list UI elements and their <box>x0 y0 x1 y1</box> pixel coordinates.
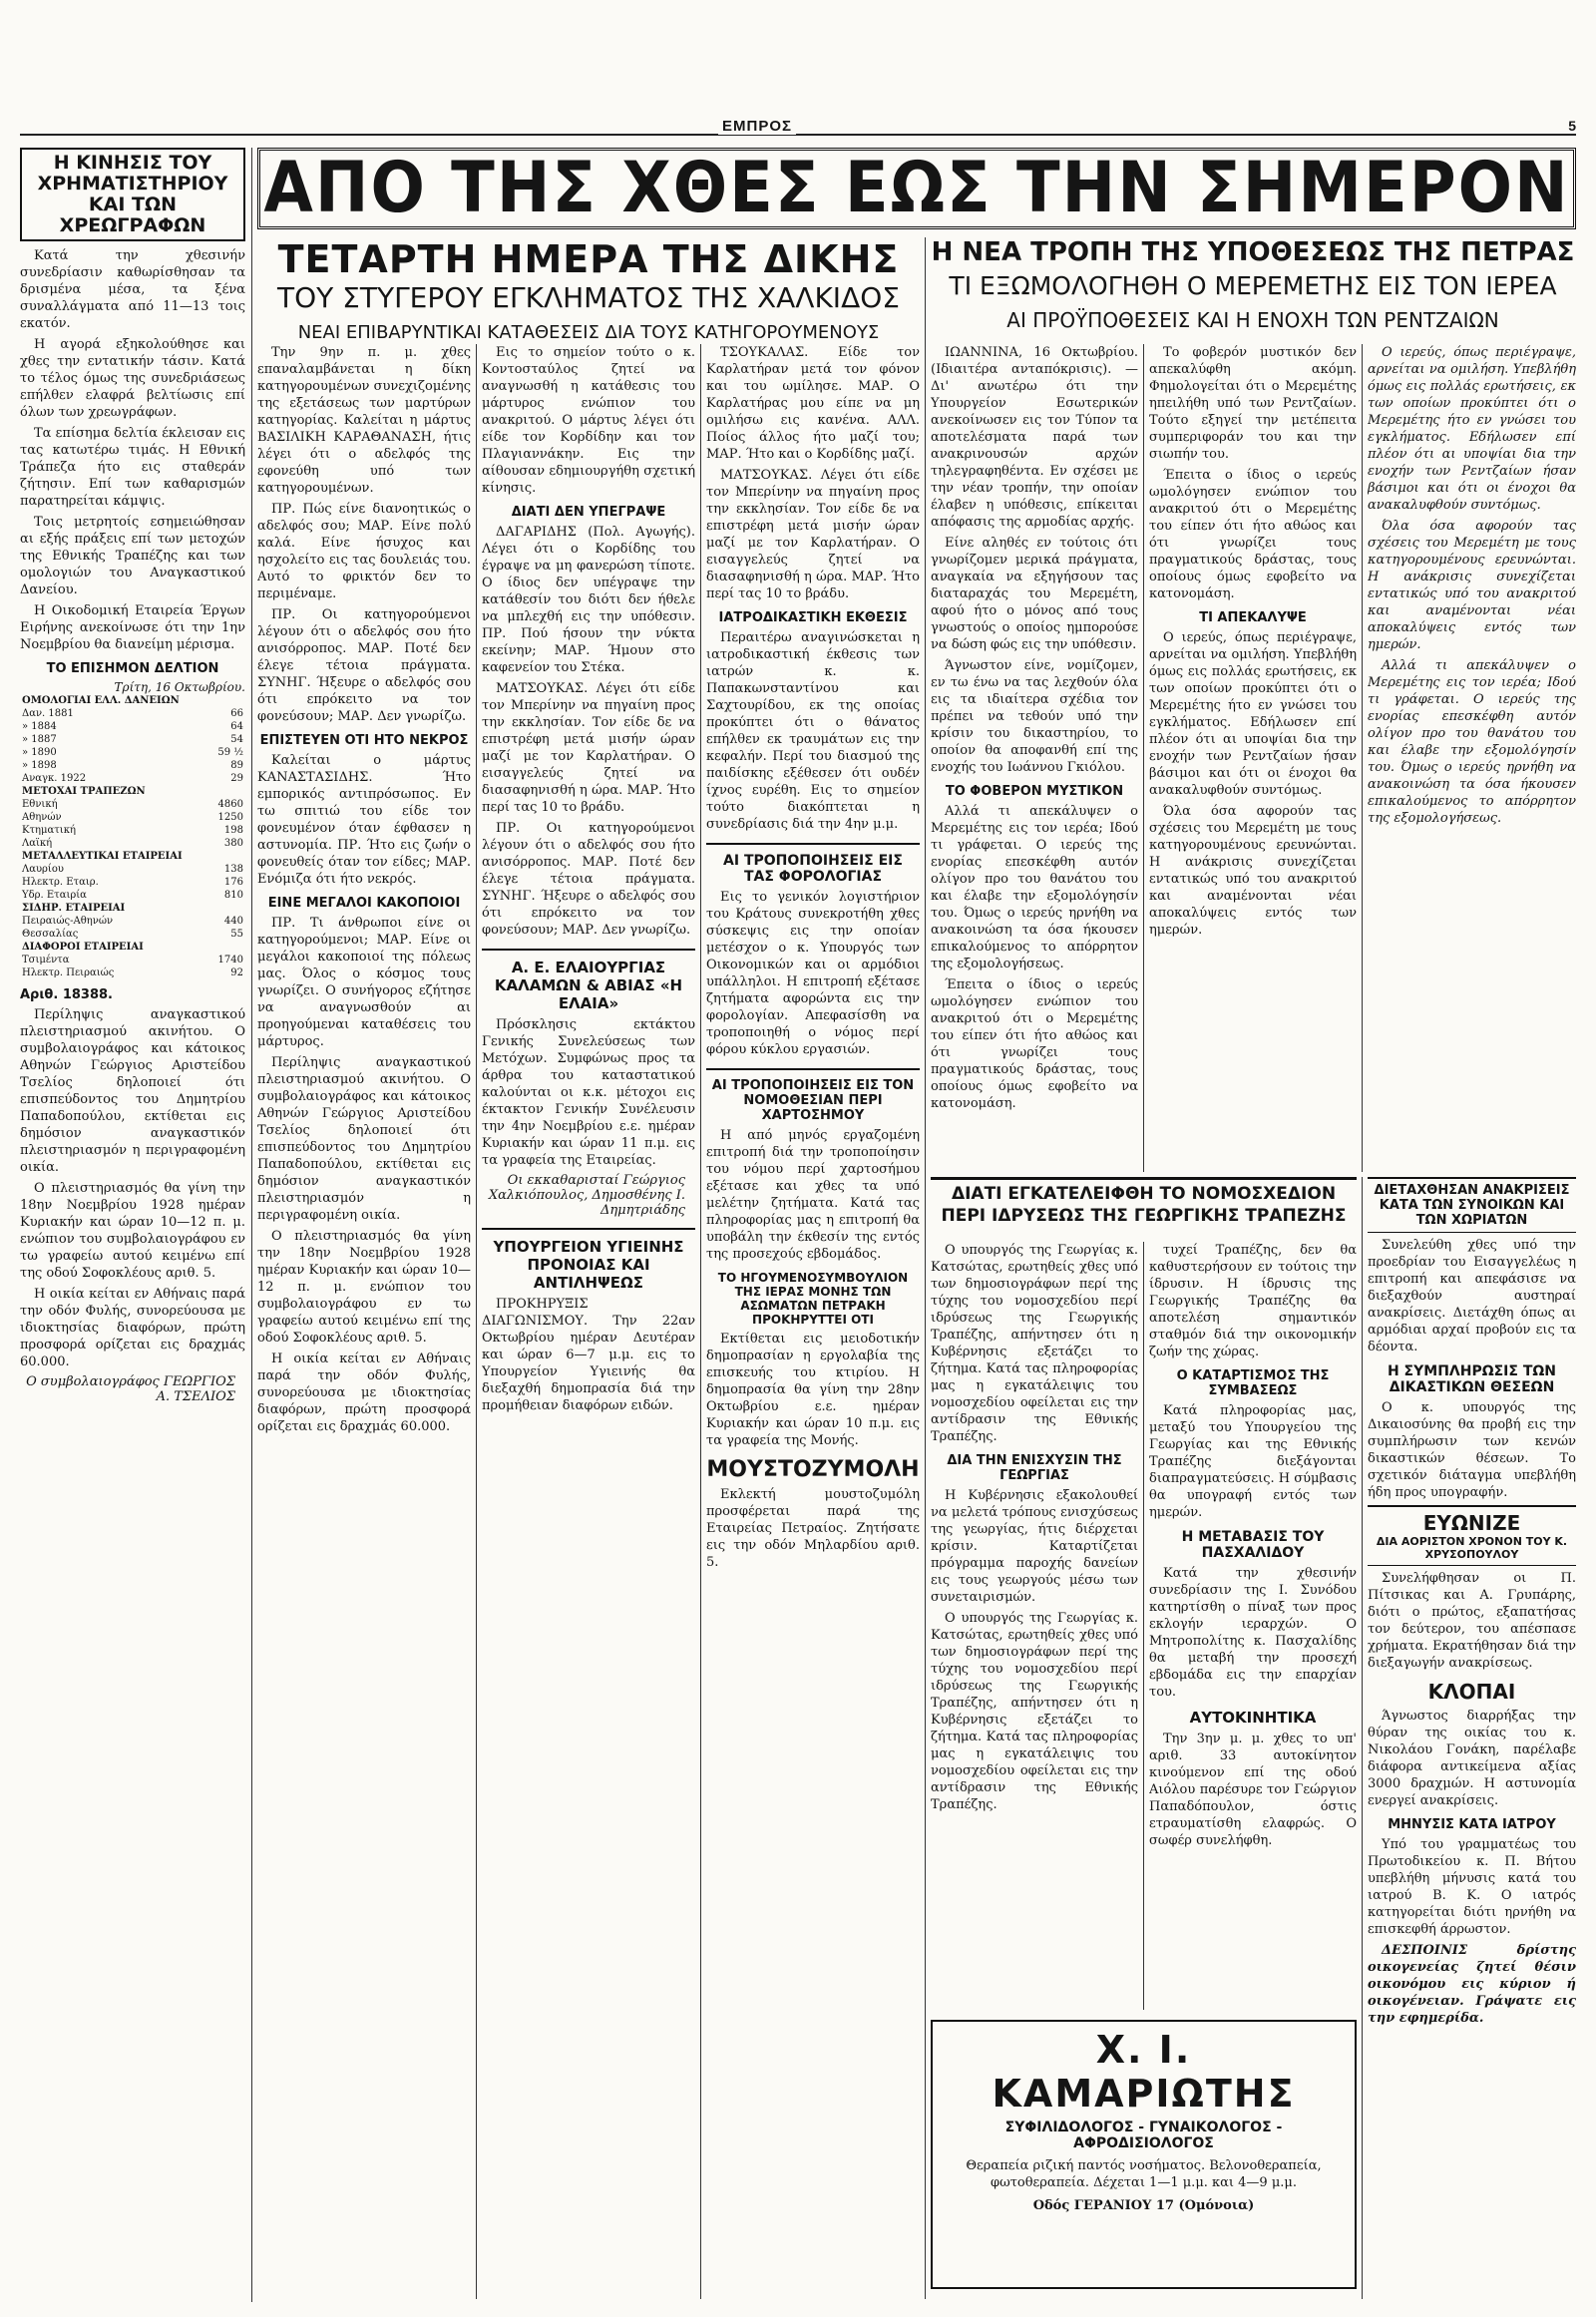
patras-paragraph: Όλα όσα αφορούν τας σχέσεις του Μερεμέτη με τους κατηγορουμένους ερευνώνται. Η ανάκρισις συνεχίζεται εντατικώς υπό του ανακριτού και αναμένονται νέαι αποκαλύψεις εντός των ημερών. <box>1368 519 1576 652</box>
stamp-title: ΑΙ ΤΡΟΠΟΠΟΙΗΣΕΙΣ ΕΙΣ ΤΟΝ ΝΟΜΟΘΕΣΙΑΝ ΠΕΡΙ ΧΑΡΤΟΣΗΜΟΥ <box>711 1078 915 1123</box>
laws-paragraph: Ο υπουργός της Γεωργίας κ. Κατσώτας, ερωτηθείς χθες υπό των δημοσιογράφων περί της τύχης του νομοσχεδίου περί ιδρύσεως της Γεωργικής Τραπέζης, απήντησεν ότι η Κυβέρνησις εξετάζει το ζήτημα. Κατά τας πληροφορίας μας η εγκατάλειψις του νομοσχεδίου οφείλεται εις την αντίδρασιν της Εθνικής Τραπέζης. <box>931 1611 1138 1812</box>
rates-row <box>20 863 245 876</box>
ministry-title: ΥΠΟΥΡΓΕΙΟΝ ΥΓΙΕΙΝΗΣ ΠΡΟΝΟΙΑΣ ΚΑΙ ΑΝΤΙΛΗΨΕΩΣ <box>493 1238 684 1292</box>
rate-value: 64 <box>230 721 243 732</box>
rate-label: Λαυρίου <box>22 864 64 875</box>
patras-deck: ΑΙ ΠΡΟΫΠΟΘΕΣΕΙΣ ΚΑΙ Η ΕΝΟΧΗ ΤΩΝ ΡΕΝΤΖΑΙΩΝ <box>1006 308 1499 332</box>
notice-title: Αριθ. 18388. <box>20 987 113 1002</box>
rate-value: 810 <box>223 890 243 901</box>
rate-value: 92 <box>230 967 243 978</box>
banner-title: ΑΠΟ ΤΗΣ ΧΘΕΣ ΕΩΣ ΤΗΝ ΣΗΜΕΡΟΝ <box>263 148 1570 229</box>
rate-label: Ηλεκτρ. Εταιρ. <box>22 877 99 888</box>
elaio-paragraph: Πρόσκλησις εκτάκτου Γενικής Συνελεύσεως των Μετόχων. Συμφώνως προς τα άρθρα του καταστατικού καλούνται οι κ.κ. μέτοχοι εις έκτακτον Γενικήν Συνέλευσιν την 4ην Νοεμβρίου ε.ε. ημέραν Κυριακήν και ώραν 11 π.μ. εις τα γραφεία της Εταιρείας. <box>482 1017 695 1168</box>
dikast-paragraph: Συνελεύθη χθες υπό την προεδρίαν του Εισαγγελέως η επιτροπή και απεφάσισε να διεξαχθούν αυστηραί ανακρίσεις. Διετάχθη όπως αι αρμόδιαι αρχαί προβούν εις τα δέοντα. <box>1368 1238 1576 1354</box>
patras-column-2 <box>1149 344 1357 1172</box>
rate-label: ΣΙΔΗΡ. ΕΤΑΙΡΕΙΑΙ <box>22 903 126 914</box>
rate-label: Αθηνών <box>22 812 62 823</box>
page-number: 5 <box>1564 118 1576 134</box>
iatros-paragraph: Υπό του γραμματέως του Πρωτοδικείου κ. Π. Βήτου υπεβλήθη μήνυσις κατά του ιατρού Β. Κ. Ο ιατρός κατηγορείται διότι ηρνήθη να επισκεφθή άρρωστον. <box>1368 1837 1576 1937</box>
column-rule <box>1362 344 1363 1172</box>
rate-label: Αναγκ. 1922 <box>22 773 87 784</box>
patras-paragraph: Έπειτα ο ίδιος ο ιερεύς ωμολόγησεν ενώπιον του ανακριτού ότι ο Μερεμέτης του είπεν ότι ήτο αθώος και ότι γνωρίζει τους πραγματικούς δράστας, τους οποίους όμως εφοβείτο να κατονομάση. <box>1149 468 1357 601</box>
iatros-title: ΜΗΝΥΣΙΣ ΚΑΤΑ ΙΑΤΡΟΥ <box>1388 1817 1556 1832</box>
trial-paragraph: Καλείται ο μάρτυς ΚΑΝΑΣΤΑΣΙΔΗΣ. Ήτο εμπορικός αντιπρόσωπος. Εν τω σπιτιώ του είδε τον φονευμένον όταν έφθασεν η αστυνομία. ΠΡ. Ήτο εις ζωήν ο φονευθείς όταν τον είδες; ΜΑΡ. Ενόμιζα ότι ήτο νεκρός. <box>257 753 471 887</box>
rates-row <box>20 954 245 966</box>
rates-row <box>20 811 245 824</box>
patras-paragraph: Το φοβερόν μυστικόν δεν απεκαλύφθη ακόμη. Φημολογείται ότι ο Μερεμέτης ηπειλήθη υπό των Ρεντζαίων. Τούτο εξηγεί την μετέπειτα συμπεριφοράν του και την σιωπήν του. <box>1149 345 1357 462</box>
rate-value <box>211 694 245 707</box>
eyonize-subtitle: ΔΙΑ ΑΟΡΙΣΤΟΝ ΧΡΟΝΟΝ ΤΟΥ Κ. ΧΡΥΣΟΠΟΥΛΟΥ <box>1376 1535 1568 1561</box>
doctor-advertisement <box>931 2020 1357 2289</box>
rates-table <box>20 694 245 979</box>
rate-label: Ηλεκτρ. Πειραιώς <box>22 967 115 978</box>
rate-value: 4860 <box>217 799 243 810</box>
deltio-date: Τρίτη, 16 Οκτωβρίου. <box>114 680 245 694</box>
laws-section-head: ΔΙΑ ΤΗΝ ΕΝΙΣΧΥΣΙΝ ΤΗΣ ΓΕΩΡΓΙΑΣ <box>947 1453 1122 1483</box>
wine-title: ΜΟΥΣΤΟΖΥΜΟΛΗ <box>706 1457 920 1482</box>
rate-label: ΜΕΤΑΛΛΕΥΤΙΚΑΙ ΕΤΑΙΡΕΙΑΙ <box>22 851 183 862</box>
rate-label: Κτηματική <box>22 825 76 836</box>
right-column <box>1368 1177 1576 2299</box>
trial-section-head: ΕΙΝΕ ΜΕΓΑΛΟΙ ΚΑΚΟΠΟΙΟΙ <box>267 896 461 911</box>
dikast-title: ΔΙΕΤΑΧΘΗΣΑΝ ΑΝΑΚΡΙΣΕΙΣ ΚΑΤΑ ΤΩΝ ΣΥΝΟΙΚΩΝ ΚΑΙ ΤΩΝ ΧΩΡΙΑΤΩΝ <box>1374 1183 1570 1228</box>
church-title: ΤΟ ΗΓΟΥΜΕΝΟΣΥΜΒΟΥΛΙΟΝ ΤΗΣ ΙΕΡΑΣ ΜΟΝΗΣ ΤΩΝ ΑΣΩΜΑΤΩΝ ΠΕΤΡΑΚΗ ΠΡΟΚΗΡΥΤΤΕΙ ΟΤΙ <box>717 1271 909 1327</box>
patras-paragraph: Άγνωστον είνε, νομίζομεν, εν τω ένω να τας λεχθούν όλα εις τα ιδιαίτερα σχέδια τον πρέπει να τεθούν υπό την κρίσιν του δικαστηρίου, το οποίον θα αποφανθή επί της ενοχής του Ιωάννου Γκιόλου. <box>931 658 1138 775</box>
trial-paragraph: ΠΡ. Οι κατηγορούμενοι λέγουν ότι ο αδελφός σου ήτο ανισόρροπος. ΜΑΡ. Ποτέ δεν έλεγε τέτοια πράγματα. ΣΥΝΗΓ. Ήξευρε ο αδελφός σου ότι επρόκειτο να τον φονεύσουν; ΜΑΡ. Δεν γνωρίζω. <box>482 821 695 938</box>
auto-paragraph: Την 3ην μ. μ. χθες το υπ' αριθ. 33 αυτοκίνητον κινούμενον επί της οδού Αιόλου παρέσυρε τον Γεώργιον Παπαδόπουλον, όστις ετραυματίσθη ελαφρώς. Ο σωφέρ συνελήφθη. <box>1149 1732 1357 1848</box>
laws-column-1 <box>931 1242 1138 2010</box>
rate-value: 59 ½ <box>217 747 243 758</box>
stock-paragraph: Τα επίσημα δελτία έκλεισαν εις τας κατωτέρω τιμάς. Η Εθνική Τράπεζα ήτο εις σταθεράν ζήτησιν. Επί των καθαρισμών παρατηρείται κάμψις. <box>20 426 245 509</box>
column-rule <box>700 344 701 2299</box>
page-header <box>20 118 1576 140</box>
trial-section-head: ΔΙΑΤΙ ΔΕΝ ΥΠΕΓΡΑΨΕ <box>511 505 666 520</box>
stock-paragraph: Η Οικοδομική Εταιρεία Έργων Ειρήνης ανεκοίνωσε ότι την 1ην Νοεμβρίου θα διανείμη μέρισμα. <box>20 603 245 652</box>
trial-paragraph: ΠΡ. Οι κατηγορούμενοι λέγουν ότι ο αδελφός σου ήτο ανισόρροπος. ΜΑΡ. Ποτέ δεν έλεγε τέτοια πράγματα. ΣΥΝΗΓ. Ήξευρε ο αδελφός σου ότι επρόκειτο να τον φονεύσουν; ΜΑΡ. Δεν γνωρίζω. <box>257 607 471 724</box>
patras-paragraph: Είνε αληθές εν τούτοις ότι γνωρίζομεν μερικά πράγματα, αναγκαία να εξηγήσουν τας διαταραχάς του Μερεμέτη, αφού ήτο ο μόνος από τους γνωστούς ο οποίος ημπορούσε να δώση φώς εις την υπόθεσιν. <box>931 536 1138 652</box>
laws-column-2 <box>1149 1242 1357 2010</box>
rate-value: 66 <box>230 708 243 719</box>
rates-row <box>20 889 245 902</box>
patras-column-1 <box>931 344 1138 1172</box>
patras-section-head: ΤΙ ΑΠΕΚΑΛΥΨΕ <box>1199 610 1307 625</box>
doctor-name: Χ. Ι. ΚΑΜΑΡΙΩΤΗΣ <box>992 2028 1296 2116</box>
stamp-paragraph: Η από μηνός εργαζομένη επιτροπή διά την τροποποίησιν του νόμου περί χαρτοσήμου εξέτασε και χθες τα υπό μελέτην ζητήματα. Κατά τας πληροφορίας μας η επιτροπή θα υποβάλη την έκθεσίν της εντός της προσεχούς εβδομάδος. <box>706 1128 920 1262</box>
dikast-head <box>1368 1177 1576 1233</box>
trial-column-3 <box>706 344 920 2299</box>
ministry-paragraph: ΠΡΟΚΗΡΥΞΙΣ ΔΙΑΓΩΝΙΣΜΟΥ. Την 22αν Οκτωβρίου ημέραν Δευτέραν και ώραν 6—7 μ.μ. εις το Υπουργείον Υγιεινής θα διεξαχθή δημοπρασία διά την προμήθειαν διαφόρων ειδών. <box>482 1297 695 1413</box>
tax-paragraph: Εις το γενικόν λογιστήριον του Κράτους συνεκροτήθη χθες σύσκεψις εις την οποίαν μετέσχον ο κ. Υπουργός των Οικονομικών και οι αρμόδιοι υπάλληλοι. Η επιτροπή εξέτασε ζητήματα αφορώντα εις την φορολογίαν. Απεφασίσθη να τροποποιηθή ο νόμος περί φόρου κύκλου εργασιών. <box>706 890 920 1057</box>
rate-value <box>211 941 245 954</box>
patras-subtitle: ΤΙ ΕΞΩΜΟΛΟΓΗΘΗ Ο ΜΕΡΕΜΕΤΗΣ ΕΙΣ ΤΟΝ ΙΕΡΕΑ <box>949 271 1557 300</box>
rate-value <box>211 785 245 798</box>
patras-paragraph: Ο ιερεύς, όπως περιέγραψε, αρνείται να ομιλήση. Υπεβλήθη όμως εις πολλάς ερωτήσεις, εκ των οποίων προκύπτει ότι ο Μερεμέτης ήτο εν γνώσει του εγκλήματος. Εδήλωσεν επί πλέον ότι αι υποψίαι δια την ενοχήν των Ρεντζαίων ήσαν βάσιμοι και ότι οι ένοχοι θα ανακαλυφθούν συντόμως. <box>1149 630 1357 798</box>
rate-value <box>211 902 245 915</box>
trial-paragraph: ΜΑΤΣΟΥΚΑΣ. Λέγει ότι είδε τον Μπερίνην να πηγαίνη προς την εκκλησίαν. Τον είδε δε να επιστρέφη μετά μισήν ώραν μαζί με τον Καρλατήραν. Ο εισαγγελεύς ζητεί να διασαφηνισθή η ώρα. ΜΑΡ. Ήτο περί τας 10 το βράδυ. <box>482 681 695 815</box>
church-paragraph: Εκτίθεται εις μειοδοτικήν δημοπρασίαν η εργολαβία της επισκευής του κτιρίου. Η δημοπρασία θα γίνη την 28ην Οκτωβρίου ε.ε. ημέραν Κυριακήν και ώραν 10 π.μ. εις τα γραφεία της Μονής. <box>706 1332 920 1448</box>
rate-label: » 1884 <box>22 721 57 732</box>
notice-paragraph: Ο πλειστηριασμός θα γίνη την 18ην Νοεμβρίου 1928 ημέραν Κυριακήν και ώραν 10—12 π. μ. ενώπιον του συμβολαιογράφου εν τω γραφείω αυτού κειμένω επί της οδού Σοφοκλέους αριθ. 5. <box>20 1181 245 1281</box>
pasha-title: Η ΜΕΤΑΒΑΣΙΣ ΤΟΥ ΠΑΣΧΑΛΙΔΟΥ <box>1181 1529 1325 1561</box>
rates-row <box>20 941 245 954</box>
rate-label: Εθνική <box>22 799 58 810</box>
column-rule <box>1362 1177 1363 2299</box>
trial-paragraph: Περίληψις αναγκαστικού πλειστηριασμού ακινήτου. Ο συμβολαιογράφος και κάτοικος Αθηνών Γεώργιος Αριστείδου Τσελίος δηλοποιεί ότι επισπεύδοντος του Δημητρίου Παπαδοπούλου, εκτίθεται εις δημόσιον αναγκαστικόν πλειστηριασμόν η περιγραφομένη οικία. <box>257 1055 471 1223</box>
trial-paragraph: ΠΡ. Πώς είνε διανοητικώς ο αδελφός σου; ΜΑΡ. Είνε πολύ καλά. Είνε ήσυχος και ησχολείτο εις τας δουλειάς του. Αυτό το φρικτόν δεν το περιμέναμε. <box>257 502 471 601</box>
doctor-address: Οδός ΓΕΡΑΝΙΟΥ 17 (Ομόνοια) <box>1032 2198 1255 2213</box>
column-rule <box>251 148 252 2302</box>
rate-value: 1250 <box>217 812 243 823</box>
trial-paragraph: Εις το σημείον τούτο ο κ. Κοντοσταύλος ζητεί να αναγνωσθή η κατάθεσις του μάρτυρος ενώπιον του ανακριτού. Ο μάρτυς λέγει ότι είδε τον Κορδίδην και τον Πλαγιαννάκην. Εις την αίθουσαν εδημιουργήθη σχετική κίνησις. <box>482 345 695 496</box>
banner <box>257 148 1576 229</box>
patras-paragraph: Έπειτα ο ίδιος ο ιερεύς ωμολόγησεν ενώπιον του ανακριτού ότι ο Μερεμέτης του είπεν ότι ήτο αθώος και ότι γνωρίζει τους πραγματικούς δράστας, τους οποίους όμως εφοβείτο να κατονομάση. <box>931 977 1138 1111</box>
rate-value <box>211 850 245 863</box>
klopai-paragraph: Άγνωστος διαρρήξας την θύραν της οικίας του κ. Νικολάου Γονάκη, παρέλαβε διάφορα αντικείμενα αξίας 3000 δραχμών. Η αστυνομία ενεργεί ανακρίσεις. <box>1368 1709 1576 1808</box>
trial-paragraph: ΤΣΟΥΚΑΛΑΣ. Είδε τον Καρλατήραν μετά τον φόνον και του ωμίλησε. ΜΑΡ. Ο Καρλατήρας μου είπε να μη ομιλήσω εις κανένα. ΑΛΛ. Ποίος άλλος ήτο μαζί του; ΜΑΡ. Ήτο και ο Κορδίδης μαζί. <box>706 345 920 462</box>
eyonize-head <box>1368 1505 1576 1566</box>
trial-paragraph: Η οικία κείται εν Αθήναις παρά την οδόν Φυλής, συνορεύουσα με ιδιοκτησίας διαφόρων, πρώτη προσφορά ορίζεται εις δραχμάς 60.000. <box>257 1352 471 1434</box>
laws-paragraph: Κατά πληροφορίας μας, μεταξύ του Υπουργείου της Γεωργίας και της Εθνικής Τραπέζης διεξάγονται διαπραγματεύσεις. Η σύμβασις θα υπογραφή εντός των ημερών. <box>1149 1403 1357 1520</box>
column-rule <box>1143 1242 1144 2010</box>
doctor-profession: ΣΥΦΙΛΙΔΟΛΟΓΟΣ - ΓΥΝΑΙΚΟΛΟΓΟΣ - ΑΦΡΟΔΙΣΙΟΛΟΓΟΣ <box>1004 2120 1283 2151</box>
rates-row <box>20 707 245 720</box>
auto-title: ΑΥΤΟΚΙΝΗΤΙΚΑ <box>1189 1709 1317 1727</box>
rates-row <box>20 772 245 785</box>
column-rule <box>1143 344 1144 1172</box>
trial-paragraph: ΜΑΤΣΟΥΚΑΣ. Λέγει ότι είδε τον Μπερίνην να πηγαίνη προς την εκκλησίαν. Τον είδε δε να επιστρέφη μετά μισήν ώραν μαζί με τον Καρλατήραν. Ο εισαγγελεύς ζητεί να διασαφηνισθή η ώρα. ΜΑΡ. Ήτο περί τας 10 το βράδυ. <box>706 468 920 601</box>
rates-row <box>20 746 245 759</box>
trial-paragraph: Την 9ην π. μ. χθες επαναλαμβάνεται η δίκη κατηγορουμένων συνεχιζομένης της εξετάσεως των μαρτύρων κατηγορίας. Καλείται η μάρτυς ΒΑΣΙΛΙΚΗ ΚΑΡΑΘΑΝΑΣΗ, ήτις λέγει ότι ο αδελφός της εφονεύθη υπό των κατηγορουμένων. <box>257 345 471 496</box>
rate-value: 176 <box>223 877 243 888</box>
rate-value: 138 <box>223 864 243 875</box>
rate-value: 1740 <box>217 955 243 965</box>
patras-section-head: ΤΟ ΦΟΒΕΡΟΝ ΜΥΣΤΙΚΟΝ <box>945 784 1124 799</box>
rate-value: 198 <box>223 825 243 836</box>
laws-paragraph: Η Κυβέρνησις εξακολουθεί να μελετά τρόπους ενισχύσεως της γεωργίας, ήτις διέρχεται κρίσιν. Καταρτίζεται πρόγραμμα παροχής δανείων εις τους γεωργούς μέσω των συνεταιρισμών. <box>931 1488 1138 1605</box>
deltio-title: ΤΟ ΕΠΙΣΗΜΟΝ ΔΕΛΤΙΟΝ <box>46 661 219 676</box>
rate-value: 29 <box>230 773 243 784</box>
stock-paragraph: Κατά την χθεσινήν συνεδρίασιν καθωρίσθησαν τα δρισμένα μέσα, τα ξένα συναλλάγματα από 11—13 τοις εκατόν. <box>20 248 245 331</box>
rate-label: » 1887 <box>22 734 57 745</box>
rate-value: 54 <box>230 734 243 745</box>
eyonize-title: ΕΥΩΝΙΖΕ <box>1422 1511 1521 1535</box>
rate-label: Θεσσαλίας <box>22 929 79 940</box>
rates-row <box>20 694 245 707</box>
patras-paragraph: ΙΩΑΝΝΙΝΑ, 16 Οκτωβρίου. (Ιδιαιτέρα ανταπόκρισις). — Δι' ανωτέρω ότι την Υπουργείον Εσωτερικών ανεκοίνωσεν εις τον Τύπον τα αποτελέσματα παρά των ανακρινουσών αρχών τηλεγραφηθέντα. Εν σχέσει με την νέαν τροπήν, την οποίαν έλαβεν η υπόθεσις, επίκειται απόφασις της αρμοδίας αρχής. <box>931 345 1138 530</box>
column-rule <box>925 237 926 2299</box>
laws-section-head: Ο ΚΑΤΑΡΤΙΣΜΟΣ ΤΗΣ ΣΥΜΒΑΣΕΩΣ <box>1176 1368 1330 1398</box>
trial-column-1 <box>257 344 471 2299</box>
pasha-paragraph: Κατά την χθεσινήν συνεδρίασιν της Ι. Συνόδου κατηρτίσθη ο πίναξ των προς εκλογήν ιεραρχών. Ο Μητροπολίτης κ. Πασχαλίδης θα μεταβή την προσεχή εβδομάδα εις την επαρχίαν του. <box>1149 1566 1357 1700</box>
trial-title: ΤΕΤΑΡΤΗ ΗΜΕΡΑ ΤΗΣ ΔΙΚΗΣ <box>277 237 900 281</box>
patras-paragraph: Ο ιερεύς, όπως περιέγραψε, αρνείται να ομιλήση. Υπεβλήθη όμως εις πολλάς ερωτήσεις, εκ των οποίων προκύπτει ότι ο Μερεμέτης ήτο εν γνώσει του εγκλήματος. Εδήλωσεν επί πλέον ότι αι υποψίαι δια την ενοχήν των Ρεντζαίων ήσαν βάσιμοι και ότι οι ένοχοι θα ανακαλυφθούν συντόμως. <box>1368 345 1576 513</box>
patras-column-3 <box>1368 344 1576 1172</box>
trial-column-2 <box>482 344 695 2299</box>
rate-value: 380 <box>223 838 243 849</box>
rate-value: 89 <box>230 760 243 771</box>
patras-paragraph: Όλα όσα αφορούν τας σχέσεις του Μερεμέτη με τους κατηγορουμένους ερευνώνται. Η ανάκρισις συνεχίζεται εντατικώς υπό του ανακριτού και αναμένονται νέαι αποκαλύψεις εντός των ημερών. <box>1149 804 1357 938</box>
trial-subtitle: ΤΟΥ ΣΤΥΓΕΡΟΥ ΕΓΚΛΗΜΑΤΟΣ ΤΗΣ ΧΑΛΚΙΔΟΣ <box>277 281 900 314</box>
trial-paragraph: Ο πλειστηριασμός θα γίνη την 18ην Νοεμβρίου 1928 ημέραν Κυριακήν και ώραν 10—12 π. μ. ενώπιον του συμβολαιογράφου εν τω γραφείω αυτού κειμένω επί της οδού Σοφοκλέους αριθ. 5. <box>257 1229 471 1346</box>
header-rule <box>20 134 1576 136</box>
rate-value: 440 <box>223 916 243 927</box>
laws-paragraph: Ο υπουργός της Γεωργίας κ. Κατσώτας, ερωτηθείς χθες υπό των δημοσιογράφων περί της τύχης του νομοσχεδίου περί ιδρύσεως της Γεωργικής Τραπέζης, απήντησεν ότι η Κυβέρνησις εξετάζει το ζήτημα. Κατά τας πληροφορίας μας η εγκατάλειψις του νομοσχεδίου οφείλεται εις την αντίδρασιν της Εθνικής Τραπέζης. <box>931 1243 1138 1444</box>
rates-row <box>20 850 245 863</box>
laws-headline <box>931 1183 1357 1227</box>
trial-paragraph: ΔΑΓΑΡΙΔΗΣ (Πολ. Αγωγής). Λέγει ότι ο Κορδίδης του έγραψε να μη φανερώση τίποτε. Ο ίδιος δεν υπέγραψε την κατάθεσίν του διότι δεν ήθελε να μπλεχθή εις την υπόθεσιν. ΠΡ. Πού ήσουν την νύκτα εκείνην; ΜΑΡ. Ήμουν στο καφενείον του Στέκα. <box>482 525 695 675</box>
rates-row <box>20 798 245 811</box>
rate-label: Τσιμέντα <box>22 955 70 965</box>
patras-paragraph: Αλλά τι απεκάλυψεν ο Μερεμέτης εις τον ιερέα; Ιδού τι γράφεται. Ο ιερεύς της ενορίας επεσκέφθη αυτόν ολίγον προ του θανάτου του και έλαβε την εξομολόγησίν του. Όμως ο ιερεύς ηρνήθη να ανακοινώση τα όσα ήκουσεν επικαλούμενος το απόρρητον της εξομολογήσεως. <box>1368 658 1576 826</box>
stock-paragraph: Η αγορά εξηκολούθησε και χθες την εντατικήν τάσιν. Κατά το τέλος όμως της συνεδριάσεως επήλθεν ελαφρά βελτίωσις επί όλων των χρεωγράφων. <box>20 337 245 420</box>
rate-label: Πειραιώς-Αθηνών <box>22 916 114 927</box>
rate-label: ΟΜΟΛΟΓΙΑΙ ΕΛΛ. ΔΑΝΕΙΩΝ <box>22 695 180 706</box>
elaio-title: Α. Ε. ΕΛΑΙΟΥΡΓΙΑΣ ΚΑΛΑΜΩΝ & ΑΒΙΑΣ «Η ΕΛΑΙΑ» <box>494 959 683 1012</box>
rate-label: Υδρ. Εταιρία <box>22 890 87 901</box>
notice-paragraph: Περίληψις αναγκαστικού πλειστηριασμού ακινήτου. Ο συμβολαιογράφος και κάτοικος Αθηνών Γεώργιος Αριστείδου Τσελίος δηλοποιεί ότι επισπεύδοντος του Δημητρίου Παπαδοπούλου, εκτίθεται εις δημόσιον αναγκαστικόν πλειστηριασμόν η περιγραφομένη οικία. <box>20 1007 245 1175</box>
trial-headline <box>257 237 920 343</box>
stock-title: Η ΚΙΝΗΣΙΣ ΤΟΥ ΧΡΗΜΑΤΙΣΤΗΡΙΟΥ ΚΑΙ ΤΩΝ ΧΡΕΩΓΡΑΦΩΝ <box>37 152 228 236</box>
trial-section-head: ΕΠΙΣΤΕΥΕΝ ΟΤΙ ΗΤΟ ΝΕΚΡΟΣ <box>259 733 469 748</box>
rates-row <box>20 785 245 798</box>
stock-title-box <box>20 148 245 241</box>
patras-paragraph: Αλλά τι απεκάλυψεν ο Μερεμέτης εις τον ιερέα; Ιδού τι γράφεται. Ο ιερεύς της ενορίας επεσκέφθη αυτόν ολίγον προ του θανάτου του και έλαβε την εξομολόγησίν του. Όμως ο ιερεύς ηρνήθη να ανακοινώση τα όσα ήκουσεν επικαλούμενος το απόρρητον της εξομολογήσεως. <box>931 804 1138 971</box>
rate-label: » 1890 <box>22 747 57 758</box>
theseis-paragraph: Ο κ. υπουργός της Δικαιοσύνης θα προβή εις την συμπλήρωσιν των κενών δικαστικών θέσεων. Το σχετικόν διάταγμα υπεβλήθη ήδη προς υπογραφήν. <box>1368 1400 1576 1500</box>
rates-row <box>20 876 245 889</box>
rate-label: » 1898 <box>22 760 57 771</box>
rates-row <box>20 928 245 941</box>
newspaper-name: ΕΜΠΡΟΣ <box>718 118 796 135</box>
trial-paragraph: Περαιτέρω αναγινώσκεται η ιατροδικαστική έκθεσις των ιατρών κ. κ. Παπακωνσταντίνου και Σαχτουρίδου, εκ της οποίας προκύπτει ότι ο θάνατος επήλθεν εκ τραυμάτων εις την κεφαλήν. Περί του διασμού της παιδίσκης εξέθεσεν ότι ουδέν ίχνος ευρέθη. Εις το σημείον τούτο διακόπτεται η συνεδρίασις διά την 4ην μ.μ. <box>706 630 920 832</box>
elaio-signature: Οι εκκαθαρισταί Γεώργιος Χαλκιόπουλος, Δημοσθένης Ι. Δημητριάδης <box>488 1173 685 1218</box>
rates-row <box>20 902 245 915</box>
notice-signature: Ο συμβολαιογράφος ΓΕΩΡΓΙΟΣ Α. ΤΣΕΛΙΟΣ <box>26 1374 235 1404</box>
eyonize-paragraph: Συνελήφθησαν οι Π. Πίτσικας και Α. Γρυπάρης, διότι ο πρώτος, εξαπατήσας τον δεύτερον, του απέσπασε χρήματα. Εκρατήθησαν διά την διεξαγωγήν ανακρίσεως. <box>1368 1571 1576 1671</box>
tax-title: ΑΙ ΤΡΟΠΟΠΟΙΗΣΕΙΣ ΕΙΣ ΤΑΣ ΦΟΡΟΛΟΓΙΑΣ <box>723 853 903 885</box>
rates-row <box>20 915 245 928</box>
stock-paragraph: Τοις μετρητοίς εσημειώθησαν αι εξής πράξεις επί των μετοχών της Εθνικής Τραπέζης και των ομολογιών του Αναγκαστικού Δανείου. <box>20 515 245 597</box>
wine-paragraph: Εκλεκτή μουστοζυμόλη προσφέρεται παρά της Εταιρείας Πετραίος. Ζητήσατε εις την οδόν Μηλαρδίου αριθ. 5. <box>706 1487 920 1570</box>
trial-deck: ΝΕΑΙ ΕΠΙΒΑΡΥΝΤΙΚΑΙ ΚΑΤΑΘΕΣΕΙΣ ΔΙΑ ΤΟΥΣ ΚΑΤΗΓΟΡΟΥΜΕΝΟΥΣ <box>297 322 880 343</box>
theseis-title: Η ΣΥΜΠΛΗΡΩΣΙΣ ΤΩΝ ΔΙΚΑΣΤΙΚΩΝ ΘΕΣΕΩΝ <box>1387 1363 1557 1395</box>
laws-rule <box>931 1177 1357 1180</box>
laws-paragraph: τυχεί Τραπέζης, δεν θα καθυστερήσουν εν τούτοις την ίδρυσιν. Η ίδρυσις της Γεωργικής Τραπέζης θα αποτελέση σημαντικόν σταθμόν διά την οικονομικήν ζωήν της χώρας. <box>1149 1243 1357 1359</box>
column-rule <box>476 344 477 2299</box>
patras-title: Η ΝΕΑ ΤΡΟΠΗ ΤΗΣ ΥΠΟΘΕΣΕΩΣ ΤΗΣ ΠΕΤΡΑΣ <box>931 237 1575 267</box>
klopai-title: ΚΛΟΠΑΙ <box>1427 1680 1516 1704</box>
rates-row <box>20 759 245 772</box>
trial-section-head: ΙΑΤΡΟΔΙΚΑΣΤΙΚΗ ΕΚΘΕΣΙΣ <box>718 610 908 625</box>
rates-row <box>20 837 245 850</box>
laws-title: ΔΙΑΤΙ ΕΓΚΑΤΕΛΕΙΦΘΗ ΤΟ ΝΟΜΟΣΧΕΔΙΟΝ ΠΕΡΙ ΙΔΡΥΣΕΩΣ ΤΗΣ ΓΕΩΡΓΙΚΗΣ ΤΡΑΠΕΖΗΣ <box>941 1184 1347 1226</box>
rate-label: ΜΕΤΟΧΑΙ ΤΡΑΠΕΖΩΝ <box>22 786 146 797</box>
rate-value: 55 <box>230 929 243 940</box>
rate-label: Λαϊκή <box>22 838 53 849</box>
rates-row <box>20 733 245 746</box>
stock-column <box>20 148 245 2302</box>
rates-row <box>20 720 245 733</box>
notice-paragraph: Η οικία κείται εν Αθήναις παρά την οδόν Φυλής, συνορεύουσα με ιδιοκτησίας διαφόρων, πρώτη προσφορά ορίζεται εις δραχμάς 60.000. <box>20 1287 245 1369</box>
rate-label: Δαν. 1881 <box>22 708 74 719</box>
trial-paragraph: ΠΡ. Τι άνθρωποι είνε οι κατηγορούμενοι; ΜΑΡ. Είνε οι μεγάλοι κακοποιοί της πόλεως μας. Όλος ο κόσμος τους γνωρίζει. Ο συνήγορος εζήτησε να αναγνωσθούν αι προηγούμεναι καταθέσεις του μάρτυρος. <box>257 916 471 1049</box>
patras-headline <box>930 237 1576 332</box>
doctor-ad-body: Θεραπεία ριζική παντός νοσήματος. Βελονοθεραπεία, φωτοθεραπεία. Δέχεται 1—1 μ.μ. και 4—9 μ.μ. <box>966 2158 1322 2190</box>
small-ad: ΔΕΣΠΟΙΝΙΣ δρίστης οικογενείας ζητεί θέσιν οικονόμου εις κύριον ή οικογένειαν. Γράψατε εις την εφημερίδα. <box>1368 1943 1576 2026</box>
rates-row <box>20 966 245 979</box>
rate-label: ΔΙΑΦΟΡΟΙ ΕΤΑΙΡΕΙΑΙ <box>22 942 144 953</box>
rates-row <box>20 824 245 837</box>
